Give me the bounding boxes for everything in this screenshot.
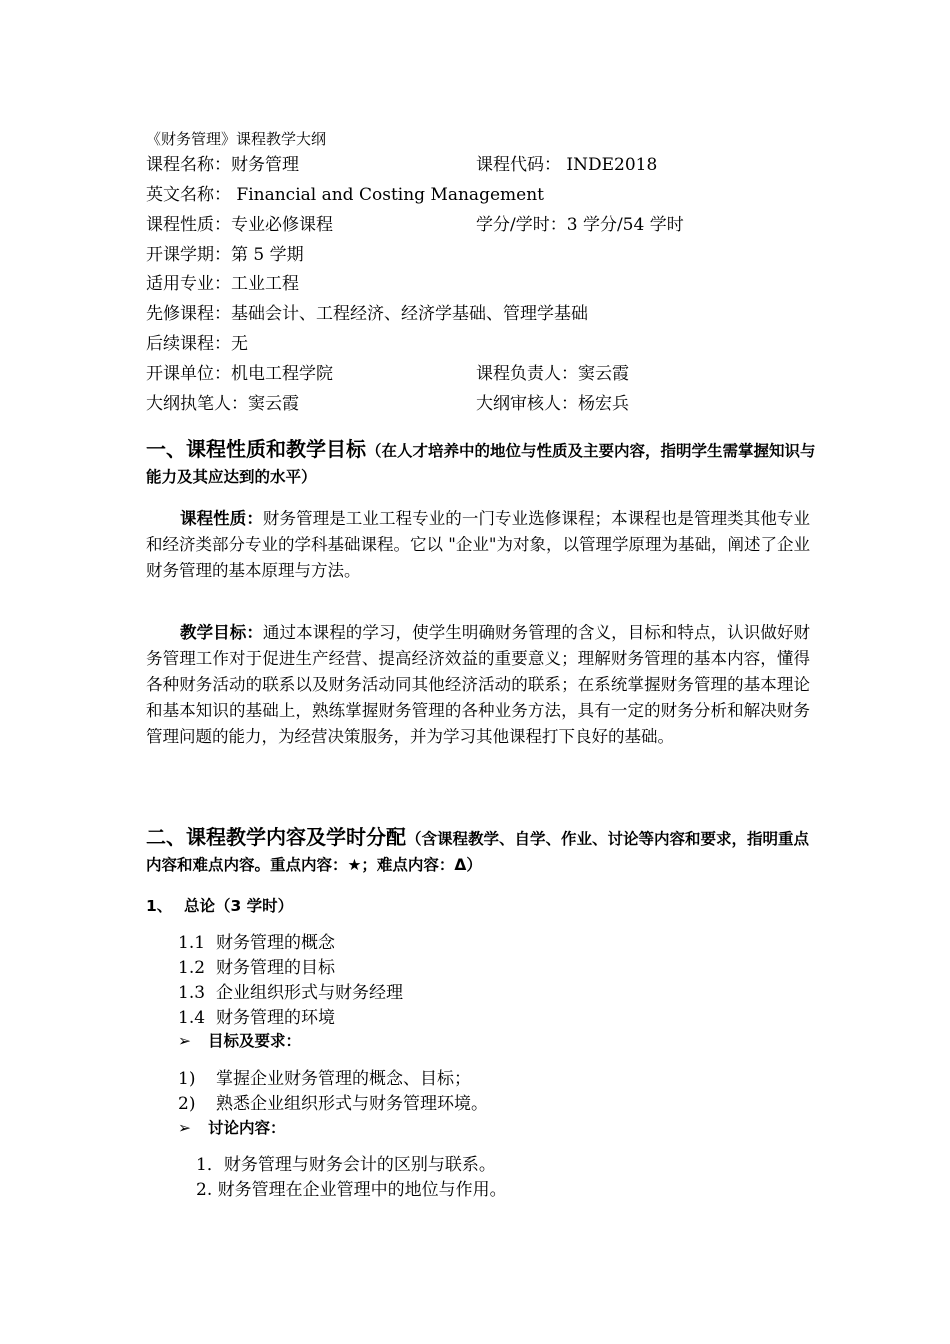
course-nature-paragraph bbox=[146, 506, 810, 584]
chapter1-heading bbox=[146, 894, 293, 916]
department: 开课单位：机电工程学院 bbox=[146, 364, 333, 384]
list-item: 1.3 企业组织形式与财务经理 bbox=[178, 983, 403, 1003]
credits: 学分/学时：3 学分/54 学时 bbox=[476, 215, 684, 235]
nature-label: 课程性质： bbox=[180, 509, 263, 528]
document-title: 《财务管理》课程教学大纲 bbox=[146, 130, 327, 148]
chapter1-number: 1、 bbox=[146, 897, 173, 915]
syllabus-reviewer: 大纲审核人：杨宏兵 bbox=[476, 394, 629, 414]
section2-title: 二、课程教学内容及学时分配 bbox=[146, 825, 406, 849]
list-item: 1.4 财务管理的环境 bbox=[178, 1008, 335, 1028]
list-item: 1.2 财务管理的目标 bbox=[178, 958, 335, 978]
prerequisites: 先修课程：基础会计、工程经济、经济学基础、管理学基础 bbox=[146, 304, 588, 324]
follow-up-courses: 后续课程：无 bbox=[146, 334, 248, 354]
list-item: 1.1 财务管理的概念 bbox=[178, 933, 335, 953]
major: 适用专业：工业工程 bbox=[146, 274, 299, 294]
list-item: 2. 财务管理在企业管理中的地位与作用。 bbox=[196, 1180, 507, 1200]
teaching-goal-paragraph bbox=[146, 620, 810, 750]
semester: 开课学期：第 5 学期 bbox=[146, 245, 304, 265]
english-name: 英文名称： Financial and Costing Management bbox=[146, 185, 544, 205]
section1-title: 一、课程性质和教学目标 bbox=[146, 437, 366, 461]
goals-heading: ➢ 目标及要求： bbox=[178, 1032, 302, 1050]
chapter1-title: 总论（3 学时） bbox=[184, 897, 294, 915]
discussion-heading: ➢ 讨论内容： bbox=[178, 1119, 286, 1137]
section1-note: （在人才培养中的地位与性质及主要内容，指明学生需掌握知识与能力及其应达到的水平） bbox=[146, 442, 816, 486]
syllabus-author: 大纲执笔人：窦云霞 bbox=[146, 394, 299, 414]
course-nature: 课程性质：专业必修课程 bbox=[146, 215, 333, 235]
arrow-bullet-icon: ➢ bbox=[178, 1032, 191, 1050]
course-owner: 课程负责人：窦云霞 bbox=[476, 364, 629, 384]
list-item: 1．财务管理与财务会计的区别与联系。 bbox=[196, 1155, 496, 1175]
section1-heading bbox=[146, 436, 816, 490]
course-name: 课程名称：财务管理 bbox=[146, 155, 299, 175]
goal-label: 教学目标： bbox=[180, 623, 263, 642]
goal-text: 通过本课程的学习，使学生明确财务管理的含义，目标和特点，认识做好财务管理工作对于促进生产经营、提高经济效益的重要意义；理解财务管理的基本内容，懂得各种财务活动的联系以及财务活动同其他经济活动的联系；在系统掌握财务管理的基本理论和基本知识的基础上，熟练掌握财务管理的各种业务方法，具有一定的财务分析和解决财务管理问题的能力，为经营决策服务，并为学习其他课程打下良好的基础。 bbox=[146, 623, 811, 746]
course-code: 课程代码： INDE2018 bbox=[476, 155, 658, 175]
list-item: 1) 掌握企业财务管理的概念、目标； bbox=[178, 1069, 471, 1089]
section2-heading bbox=[146, 824, 816, 878]
nature-text: 财务管理是工业工程专业的一门专业选修课程；本课程也是管理类其他专业和经济类部分专业的学科基础课程。它以 "企业"为对象，以管理学原理为基础，阐述了企业财务管理的基本原理与方法。 bbox=[146, 509, 811, 580]
arrow-bullet-icon: ➢ bbox=[178, 1119, 191, 1137]
section2-note: （含课程教学、自学、作业、讨论等内容和要求，指明重点内容和难点内容。重点内容：★；难点内容：Δ） bbox=[146, 830, 810, 874]
list-item: 2) 熟悉企业组织形式与财务管理环境。 bbox=[178, 1094, 488, 1114]
